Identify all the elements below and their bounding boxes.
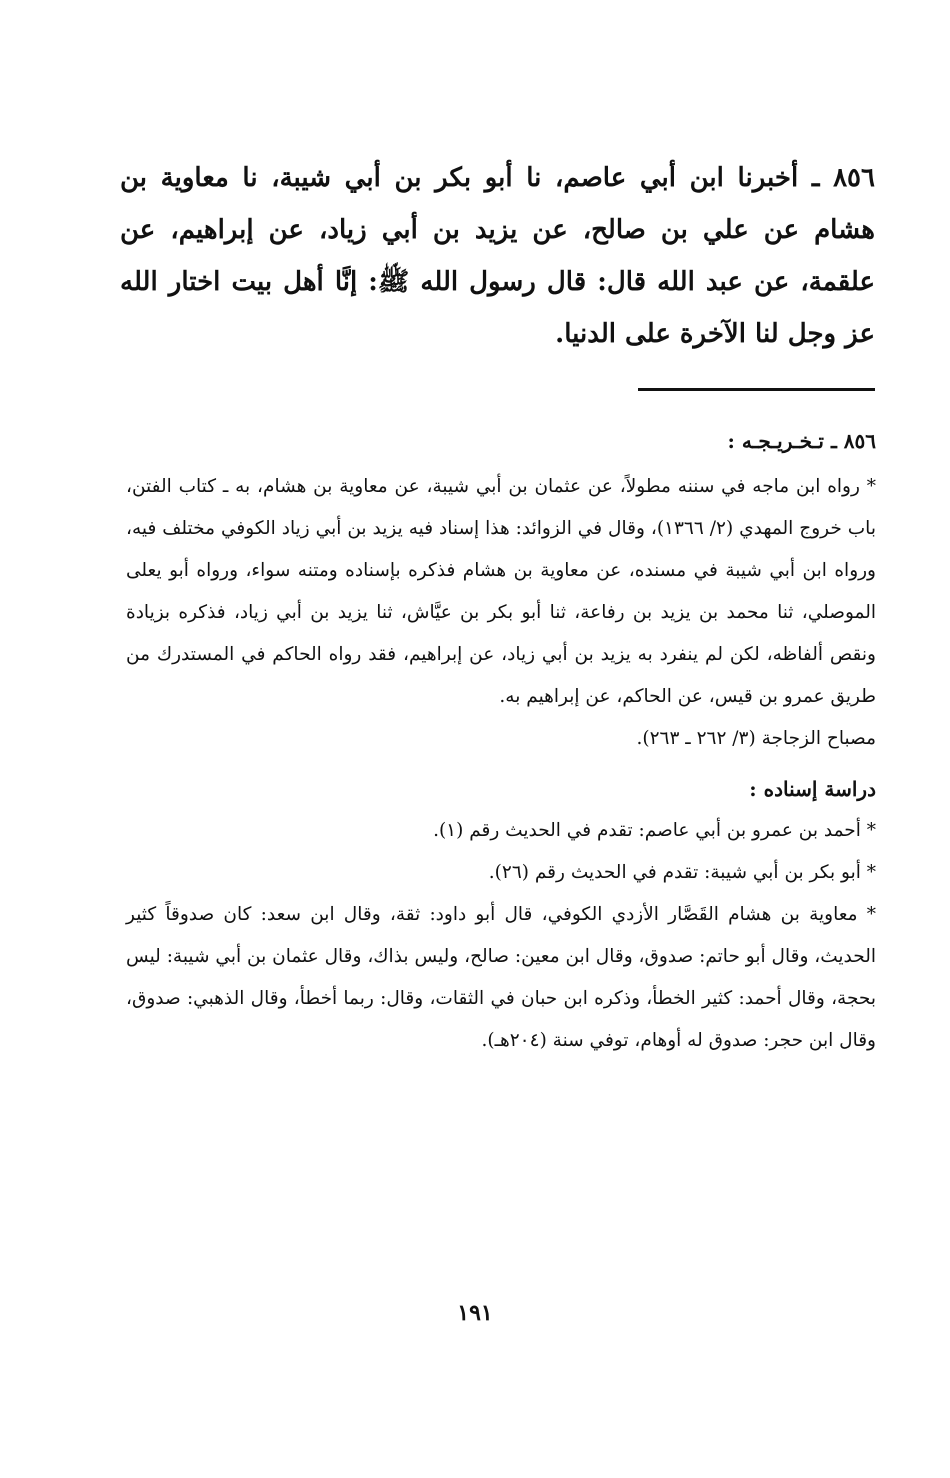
hadith-number: ٨٥٦ ـ <box>811 163 875 193</box>
hadith-text <box>120 152 875 360</box>
hadith-body: أخبرنا ابن أبي عاصم، نا أبو بكر بن أبي شيبة، نا معاوية بن هشام عن علي بن صالح، عن يزيد بن أبي زياد، عن إبراهيم، عن علقمة، عن عبد الله قال: قال رسول الله ﷺ: إنَّا أهل بيت اختار الله عز وجل لنا الآخرة على الدنيا. <box>120 163 875 349</box>
dirasa-heading: دراسة إسناده : <box>749 777 876 801</box>
dirasa-item: * أحمد بن عمرو بن أبي عاصم: تقدم في الحديث رقم (١). <box>433 820 876 841</box>
takhrij-source: مصباح الزجاجة (٣/ ٢٦٢ ـ ٢٦٣). <box>636 728 876 749</box>
takhrij-heading: ٨٥٦ ـ تـخـريـجـه : <box>727 429 876 453</box>
dirasa-item: * أبو بكر بن أبي شيبة: تقدم في الحديث رقم (٢٦). <box>488 862 876 883</box>
hadith-paragraph <box>120 152 875 360</box>
dirasa-item: * معاوية بن هشام القَصَّار الأزدي الكوفي، قال أبو داود: ثقة، وقال ابن سعد: كان صدوقاً كثير الحديث، وقال أبو حاتم: صدوق، وقال ابن معين: صالح، وليس بذاك، وقال عثمان بن أبي شيبة: ليس بحجة، وقال أحمد: كثير الخطأ، وذكره ابن حبان في الثقات، وقال: ربما أخطأ، وقال الذهبي: صدوق، وقال ابن حجر: صدوق له أوهام، توفي سنة (٢٠٤هـ). <box>126 904 876 1051</box>
footnote-divider <box>638 388 875 391</box>
page-number: ١٩١ <box>457 1300 493 1326</box>
takhrij-paragraph: * رواه ابن ماجه في سننه مطولاً، عن عثمان بن أبي شيبة، عن معاوية بن هشام، به ـ كتاب الفتن، باب خروج المهدي (٢/ ١٣٦٦)، وقال في الزوائد: هذا إسناد فيه يزيد بن أبي زياد الكوفي مختلف فيه، ورواه ابن أبي شيبة في مسنده، عن معاوية بن هشام فذكره بإسناده ومتنه سواء، ورواه أبو يعلى الموصلي، ثنا محمد بن يزيد بن رفاعة، ثنا أبو بكر بن عيَّاش، ثنا يزيد بن أبي زياد، فذكره بزيادة ونقص ألفاظه، لكن لم ينفرد به يزيد بن أبي زياد، عن إبراهيم، فقد رواه الحاكم في المستدرك من طريق عمرو بن قيس، عن الحاكم، عن إبراهيم به. <box>126 476 876 707</box>
footnotes <box>126 420 876 1062</box>
